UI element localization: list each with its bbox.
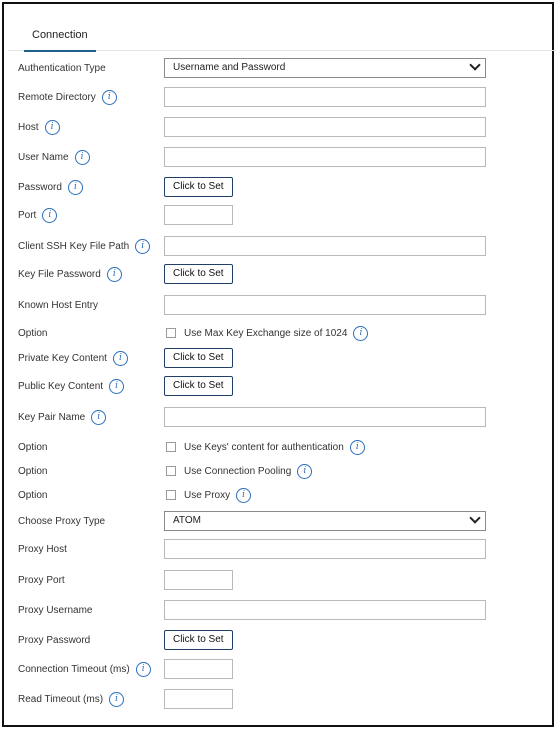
field-label-text: Known Host Entry xyxy=(18,300,99,311)
form-row xyxy=(18,146,498,170)
form-row xyxy=(18,204,498,228)
field-label xyxy=(18,436,47,460)
form-row xyxy=(18,599,498,623)
form-row xyxy=(18,86,498,110)
field-label-text: Authentication Type xyxy=(18,63,106,74)
form-row xyxy=(18,347,498,371)
info-icon[interactable]: i xyxy=(42,208,57,223)
field-label-text: Client SSH Key File Path xyxy=(18,241,130,252)
form-row xyxy=(18,538,498,562)
field-label xyxy=(18,629,90,653)
form-row xyxy=(18,322,498,346)
field-label xyxy=(18,146,90,170)
field-label-text: Password xyxy=(18,182,62,193)
info-icon[interactable]: i xyxy=(109,692,124,707)
option-checkbox[interactable] xyxy=(166,442,176,452)
text-input[interactable] xyxy=(164,570,233,590)
field-label-text: Public Key Content xyxy=(18,381,104,392)
click-to-set-button[interactable]: Click to Set xyxy=(164,348,233,368)
field-label-text: User Name xyxy=(18,152,69,163)
text-input[interactable] xyxy=(164,659,233,679)
field-label-text: Proxy Password xyxy=(18,635,91,646)
form-row xyxy=(18,658,498,682)
option-checkbox[interactable] xyxy=(166,466,176,476)
info-icon[interactable]: i xyxy=(297,464,312,479)
option-checkbox[interactable] xyxy=(166,328,176,338)
field-label xyxy=(18,375,124,399)
form-row xyxy=(18,116,498,140)
option-checkbox-text: Use Proxy xyxy=(184,490,231,501)
chevron-down-icon xyxy=(469,59,480,70)
field-label-text: Option xyxy=(18,442,48,453)
option-checkbox-label[interactable] xyxy=(184,484,251,508)
option-checkbox[interactable] xyxy=(166,490,176,500)
option-checkbox-text: Use Keys' content for authentication xyxy=(184,442,344,453)
form-row xyxy=(18,406,498,430)
info-icon[interactable]: i xyxy=(102,90,117,105)
text-input[interactable] xyxy=(164,407,486,427)
info-icon[interactable]: i xyxy=(236,488,251,503)
field-label-text: Host xyxy=(18,122,39,133)
field-label xyxy=(18,176,83,200)
form-row xyxy=(18,484,498,508)
option-checkbox-text: Use Connection Pooling xyxy=(184,466,292,477)
form-row xyxy=(18,436,498,460)
text-input[interactable] xyxy=(164,295,486,315)
field-label xyxy=(18,460,47,484)
field-label xyxy=(18,294,98,318)
form-row xyxy=(18,235,498,259)
form-row xyxy=(18,375,498,399)
field-label xyxy=(18,538,67,562)
field-label xyxy=(18,322,47,346)
field-label xyxy=(18,406,106,430)
dropdown-value: ATOM xyxy=(173,515,201,526)
text-input[interactable] xyxy=(164,205,233,225)
text-input[interactable] xyxy=(164,87,486,107)
text-input[interactable] xyxy=(164,117,486,137)
form-row xyxy=(18,176,498,200)
info-icon[interactable]: i xyxy=(136,662,151,677)
info-icon[interactable]: i xyxy=(135,239,150,254)
chevron-down-icon xyxy=(469,512,480,523)
info-icon[interactable]: i xyxy=(75,150,90,165)
field-label-text: Proxy Host xyxy=(18,544,67,555)
tab-connection[interactable]: Connection xyxy=(24,28,96,52)
dropdown-select[interactable] xyxy=(164,58,486,78)
field-label xyxy=(18,510,105,534)
text-input[interactable] xyxy=(164,147,486,167)
info-icon[interactable]: i xyxy=(45,120,60,135)
field-label-text: Key Pair Name xyxy=(18,412,86,423)
field-label xyxy=(18,116,60,140)
field-label xyxy=(18,599,92,623)
form-row xyxy=(18,57,498,81)
field-label xyxy=(18,57,106,81)
field-label xyxy=(18,484,47,508)
dropdown-select[interactable] xyxy=(164,511,486,531)
text-input[interactable] xyxy=(164,600,486,620)
field-label-text: Option xyxy=(18,490,48,501)
form-row xyxy=(18,569,498,593)
field-label-text: Option xyxy=(18,466,48,477)
field-label xyxy=(18,658,151,682)
field-label-text: Proxy Port xyxy=(18,575,65,586)
field-label xyxy=(18,204,57,228)
form-row xyxy=(18,460,498,484)
option-checkbox-label[interactable] xyxy=(184,322,368,346)
info-icon[interactable]: i xyxy=(91,410,106,425)
field-label xyxy=(18,263,122,287)
field-label-text: Option xyxy=(18,328,48,339)
field-label xyxy=(18,569,65,593)
info-icon[interactable]: i xyxy=(68,180,83,195)
field-label-text: Key File Password xyxy=(18,269,101,280)
form-row xyxy=(18,688,498,712)
info-icon[interactable]: i xyxy=(350,440,365,455)
text-input[interactable] xyxy=(164,689,233,709)
click-to-set-button[interactable]: Click to Set xyxy=(164,376,233,396)
text-input[interactable] xyxy=(164,236,486,256)
option-checkbox-label[interactable] xyxy=(184,460,312,484)
form-row xyxy=(18,294,498,318)
form-row xyxy=(18,510,498,534)
click-to-set-button[interactable]: Click to Set xyxy=(164,630,233,650)
field-label xyxy=(18,86,117,110)
field-label-text: Private Key Content xyxy=(18,353,107,364)
click-to-set-button[interactable]: Click to Set xyxy=(164,264,233,284)
field-label xyxy=(18,688,124,712)
field-label-text: Remote Directory xyxy=(18,92,96,103)
info-icon[interactable]: i xyxy=(353,326,368,341)
field-label-text: Choose Proxy Type xyxy=(18,516,106,527)
option-checkbox-label[interactable] xyxy=(184,436,365,460)
option-checkbox-text: Use Max Key Exchange size of 1024 xyxy=(184,328,348,339)
field-label-text: Connection Timeout (ms) xyxy=(18,664,130,675)
form-row xyxy=(18,263,498,287)
field-label-text: Read Timeout (ms) xyxy=(18,694,104,705)
field-label-text: Proxy Username xyxy=(18,605,93,616)
dropdown-value: Username and Password xyxy=(173,62,286,73)
info-icon[interactable]: i xyxy=(107,267,122,282)
tab-bar xyxy=(8,8,556,51)
field-label xyxy=(18,235,150,259)
click-to-set-button[interactable]: Click to Set xyxy=(164,177,233,197)
text-input[interactable] xyxy=(164,539,486,559)
info-icon[interactable]: i xyxy=(113,351,128,366)
field-label xyxy=(18,347,128,371)
info-icon[interactable]: i xyxy=(109,379,124,394)
field-label-text: Port xyxy=(18,210,37,221)
form-row xyxy=(18,629,498,653)
